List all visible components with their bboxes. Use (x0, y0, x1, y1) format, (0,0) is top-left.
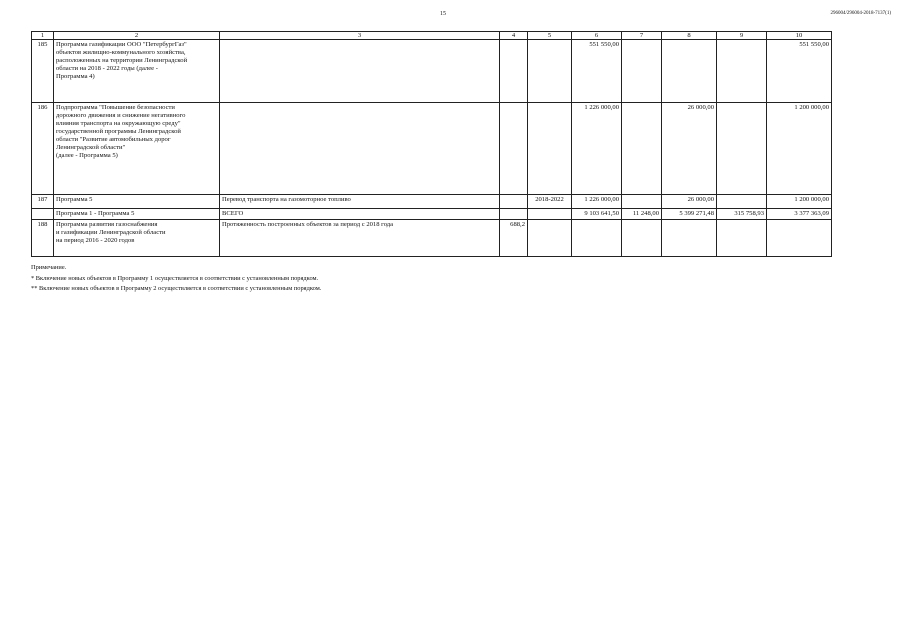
value-col7 (622, 103, 662, 195)
total-row (32, 209, 832, 220)
program-name: Программа развития газоснабжения и газификации Ленинградской области на период 2016 - 2020 годов (54, 220, 220, 257)
value-col7 (622, 40, 662, 103)
table-row (32, 40, 832, 103)
period: 2018-2022 (528, 195, 572, 209)
header-cell: 2 (54, 32, 220, 40)
indicator: Протяженность построенных объектов за период с 2018 года (220, 220, 500, 257)
header-cell: 6 (572, 32, 622, 40)
row-number: 187 (32, 195, 54, 209)
header-cell: 1 (32, 32, 54, 40)
period (528, 209, 572, 220)
header-row (32, 32, 832, 40)
table-row (32, 220, 832, 257)
program-name: Подпрограмма "Повышение безопасности дорожного движения и снижение негативного влияния транспорта на окружающую среду" государственной программы Ленинградской области "Развитие автомобильных дорог Ленинградской области" (далее - Программа 5) (54, 103, 220, 195)
value-col4 (500, 103, 528, 195)
program-name: Программа 1 - Программа 5 (54, 209, 220, 220)
row-number: 188 (32, 220, 54, 257)
period (528, 220, 572, 257)
header-cell: 9 (717, 32, 767, 40)
value-col8: 26 000,00 (662, 195, 717, 209)
program-table (31, 31, 832, 257)
value-col6: 1 226 000,00 (572, 195, 622, 209)
value-col6: 9 103 641,50 (572, 209, 622, 220)
table-row (32, 195, 832, 209)
note-line: ** Включение новых объектов в Программу 2 осуществляется в соответствии с установленным порядком. (31, 285, 322, 292)
value-col8: 26 000,00 (662, 103, 717, 195)
program-name: Программа газификации ООО "ПетербургГаз" объектов жилищно-коммунального хозяйства, расположенных на территории Ленинградской области на 2018 - 2022 годы (далее - Программа 4) (54, 40, 220, 103)
value-col4 (500, 195, 528, 209)
header-cell: 5 (528, 32, 572, 40)
value-col8 (662, 220, 717, 257)
notes-title: Примечание. (31, 264, 67, 271)
value-col7 (622, 195, 662, 209)
value-col6 (572, 220, 622, 257)
value-col4: 688,2 (500, 220, 528, 257)
value-col10: 1 200 000,00 (767, 195, 832, 209)
value-col7 (622, 220, 662, 257)
value-col9 (717, 103, 767, 195)
value-col6: 1 226 000,00 (572, 103, 622, 195)
indicator: Перевод транспорта на газомоторное топливо (220, 195, 500, 209)
value-col9 (717, 40, 767, 103)
header-cell: 8 (662, 32, 717, 40)
indicator (220, 103, 500, 195)
document-id: 296004/296004-2018-7137(1) (830, 11, 891, 16)
period (528, 40, 572, 103)
value-col10: 3 377 363,09 (767, 209, 832, 220)
value-col4 (500, 209, 528, 220)
value-col4 (500, 40, 528, 103)
indicator (220, 40, 500, 103)
row-number: 186 (32, 103, 54, 195)
value-col10 (767, 220, 832, 257)
header-cell: 10 (767, 32, 832, 40)
value-col9 (717, 195, 767, 209)
program-name: Программа 5 (54, 195, 220, 209)
table-row (32, 103, 832, 195)
notes-section (31, 263, 321, 295)
note-line: * Включение новых объектов в Программу 1 осуществляется в соответствии с установленным порядком. (31, 274, 319, 282)
value-col8: 5 399 271,48 (662, 209, 717, 220)
row-number: 185 (32, 40, 54, 103)
value-col10: 1 200 000,00 (767, 103, 832, 195)
value-col8 (662, 40, 717, 103)
value-col9 (717, 220, 767, 257)
value-col10: 551 550,00 (767, 40, 832, 103)
value-col7: 11 248,00 (622, 209, 662, 220)
period (528, 103, 572, 195)
value-col6: 551 550,00 (572, 40, 622, 103)
value-col9: 315 758,93 (717, 209, 767, 220)
header-cell: 4 (500, 32, 528, 40)
indicator: ВСЕГО (220, 209, 500, 220)
header-cell: 3 (220, 32, 500, 40)
header-cell: 7 (622, 32, 662, 40)
page-number: 15 (440, 11, 446, 17)
row-number (32, 209, 54, 220)
